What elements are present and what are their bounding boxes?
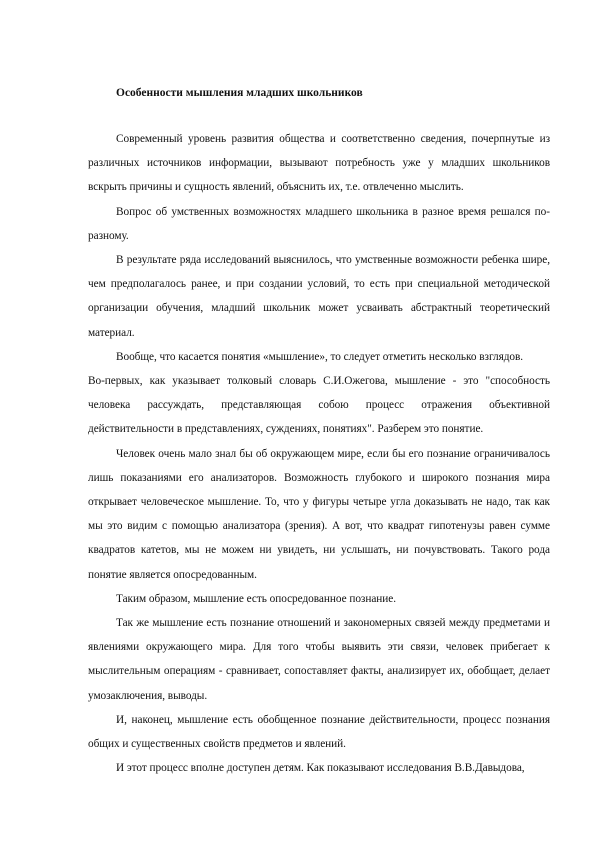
paragraph-4: Вообще, что касается понятия «мышление», то следует отметить несколько взглядов.: [116, 350, 524, 363]
paragraph-8: Так же мышление есть познание отношений и закономерных связей между предметами и явлениями окружающего мира. Для того чтобы выявить эти связи, человек прибегает к мыслительным операциям - сравнивает, сопоставляет факты, анализирует их, обобщает, делает умозаключения, выводы.: [88, 617, 550, 702]
paragraph-10: И этот процесс вполне доступен детям. Как показывают исследования В.В.Давыдова,: [116, 762, 525, 775]
paragraph-5: Во-первых, как указывает толковый словарь С.И.Ожегова, мышление - это "способность человека рассуждать, представляющая собою процесс отражения объективной действительности в представлениях, суждениях, понятиях". Разберем это понятие.: [88, 375, 550, 436]
paragraph-6: Человек очень мало знал бы об окружающем мире, если бы его познание ограничивалось лишь показаниями его анализаторов. Возможность глубокого и широкого познания мира открывает человеческое мышление. То, что у фигуры четыре угла доказывать не надо, так как мы это видим с помощью анализатора (зрения). А вот, что квадрат гипотенузы равен сумме квадратов катетов, мы не можем ни увидеть, ни услышать, ни почувствовать. Такого рода понятие является опосредованным.: [88, 447, 550, 581]
document-title: Особенности мышления младших школьников: [116, 87, 363, 99]
paragraph-7: Таким образом, мышление есть опосредованное познание.: [116, 592, 397, 605]
paragraph-1: Современный уровень развития общества и соответственно сведения, почерпнутые из различных источников информации, вызывают потребность уже у младших школьников вскрыть причины и сущность явлений, объяснить их, т.е. отвлеченно мыслить.: [88, 133, 550, 194]
paragraph-9: И, наконец, мышление есть обобщенное познание действительности, процесс познания общих и существенных свойств предметов и явлений.: [88, 713, 550, 751]
paragraph-3: В результате ряда исследований выяснилось, что умственные возможности ребенка шире, чем предполагалось ранее, и при создании условий, то есть при специальной методической организации обучения, младший школьник может усваивать абстрактный теоретический материал.: [88, 254, 550, 339]
document-page: [88, 86, 550, 780]
paragraph-2: Вопрос об умственных возможностях младшего школьника в разное время решался по-разному.: [88, 205, 550, 242]
